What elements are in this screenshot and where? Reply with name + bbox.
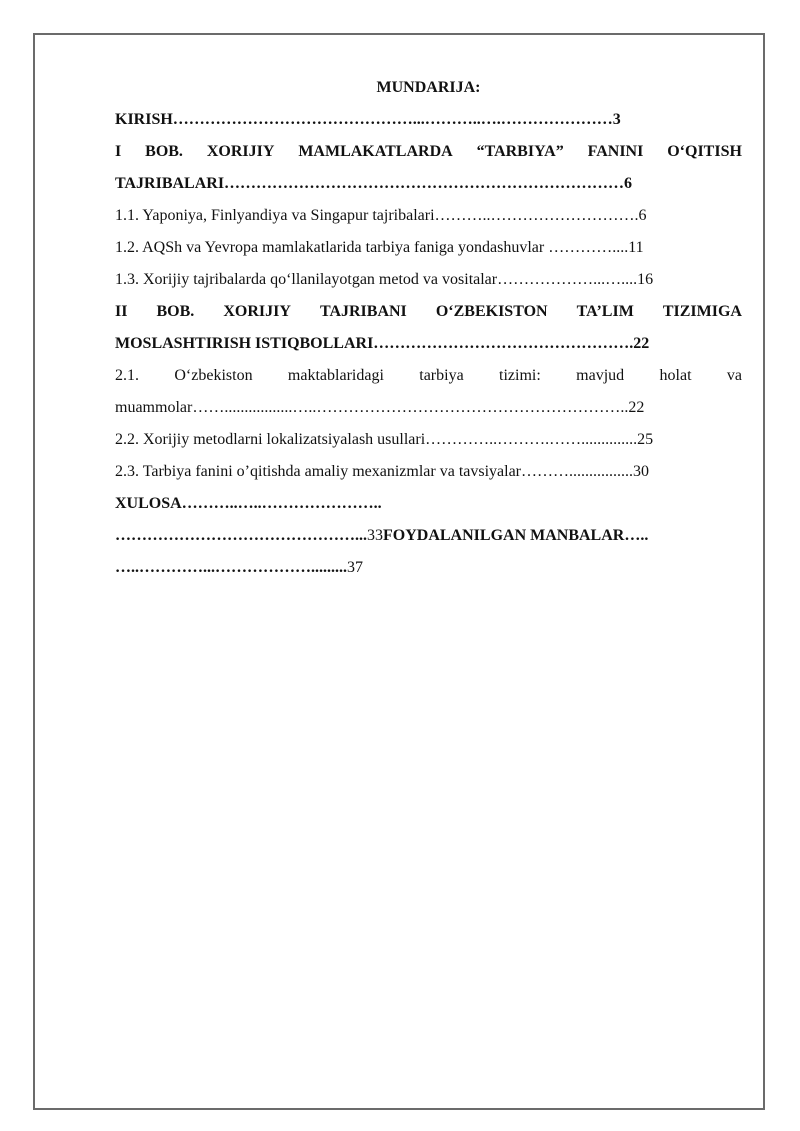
- toc-entry-bob1-continuation[interactable]: TAJRIBALARI…………………………………………………………………6: [115, 175, 633, 192]
- word: TA’LIM: [576, 303, 634, 320]
- xulosa-dots: ………………………………………...: [115, 527, 367, 544]
- toc-entry-1-1[interactable]: 1.1. Yaponiya, Finlyandiya va Singapur tajribalari………..……………………….6: [115, 207, 647, 224]
- foydalanilgan-page-number: 37: [347, 559, 363, 576]
- word: O‘QITISH: [667, 143, 742, 160]
- word: tizimi:: [499, 367, 541, 384]
- toc-entry-bob2-heading[interactable]: [115, 296, 742, 328]
- toc-entry-2-1-continuation[interactable]: muammolar…….................…..…………………………………………………..22: [115, 399, 645, 416]
- word: TAJRIBANI: [319, 303, 407, 320]
- toc-entry-xulosa[interactable]: XULOSA………..…..…………………..: [115, 495, 382, 512]
- word: TIZIMIGA: [662, 303, 742, 320]
- foydalanilgan-manbalar-label: FOYDALANILGAN MANBALAR…..: [383, 527, 649, 544]
- toc-entry-2-2[interactable]: 2.2. Xorijiy metodlarni lokalizatsiyalash usullari…………..……….……..............25: [115, 431, 654, 448]
- word: MAMLAKATLARDA: [298, 143, 453, 160]
- word: XORIJIY: [206, 143, 275, 160]
- word: 2.1.: [115, 367, 139, 384]
- foydalanilgan-dots: …..…………...……………….........: [115, 559, 347, 576]
- toc-entry-1-3[interactable]: 1.3. Xorijiy tajribalarda qo‘llanilayotgan metod va vositalar………………...…....16: [115, 271, 654, 288]
- word: O‘zbekiston: [174, 367, 253, 384]
- toc-entry-foydalanilgan-continuation[interactable]: [115, 552, 742, 584]
- word: I: [115, 143, 122, 160]
- toc-entry-1-2[interactable]: 1.2. AQSh va Yevropa mamlakatlarida tarbiya faniga yondashuvlar …………....11: [115, 239, 644, 256]
- word: BOB.: [145, 143, 183, 160]
- word: XORIJIY: [223, 303, 291, 320]
- word: II: [115, 303, 128, 320]
- toc-entry-2-3[interactable]: 2.3. Tarbiya fanini o’qitishda amaliy mexanizmlar va tavsiyalar………................30: [115, 463, 650, 480]
- toc-entry-2-1[interactable]: [115, 360, 742, 392]
- toc-entry-bob1-heading[interactable]: [115, 136, 742, 168]
- page-title: MUNDARIJA:: [376, 79, 481, 96]
- toc-entry-kirish[interactable]: KIRISH………………………………………...………..….…………………3: [115, 111, 621, 128]
- word: holat: [659, 367, 692, 384]
- toc-entry-bob2-continuation[interactable]: MOSLASHTIRISH ISTIQBOLLARI………………………………………….22: [115, 335, 650, 352]
- word: tarbiya: [419, 367, 464, 384]
- word: maktablaridagi: [287, 367, 384, 384]
- word: mavjud: [576, 367, 625, 384]
- word: va: [726, 367, 742, 384]
- word: O‘ZBEKISTON: [435, 303, 548, 320]
- xulosa-page-number: 33: [367, 527, 383, 544]
- word: “TARBIYA”: [476, 143, 564, 160]
- word: BOB.: [156, 303, 195, 320]
- table-of-contents: [115, 72, 742, 584]
- word: FANINI: [587, 143, 644, 160]
- toc-entry-xulosa-foydalanilgan[interactable]: [115, 520, 742, 552]
